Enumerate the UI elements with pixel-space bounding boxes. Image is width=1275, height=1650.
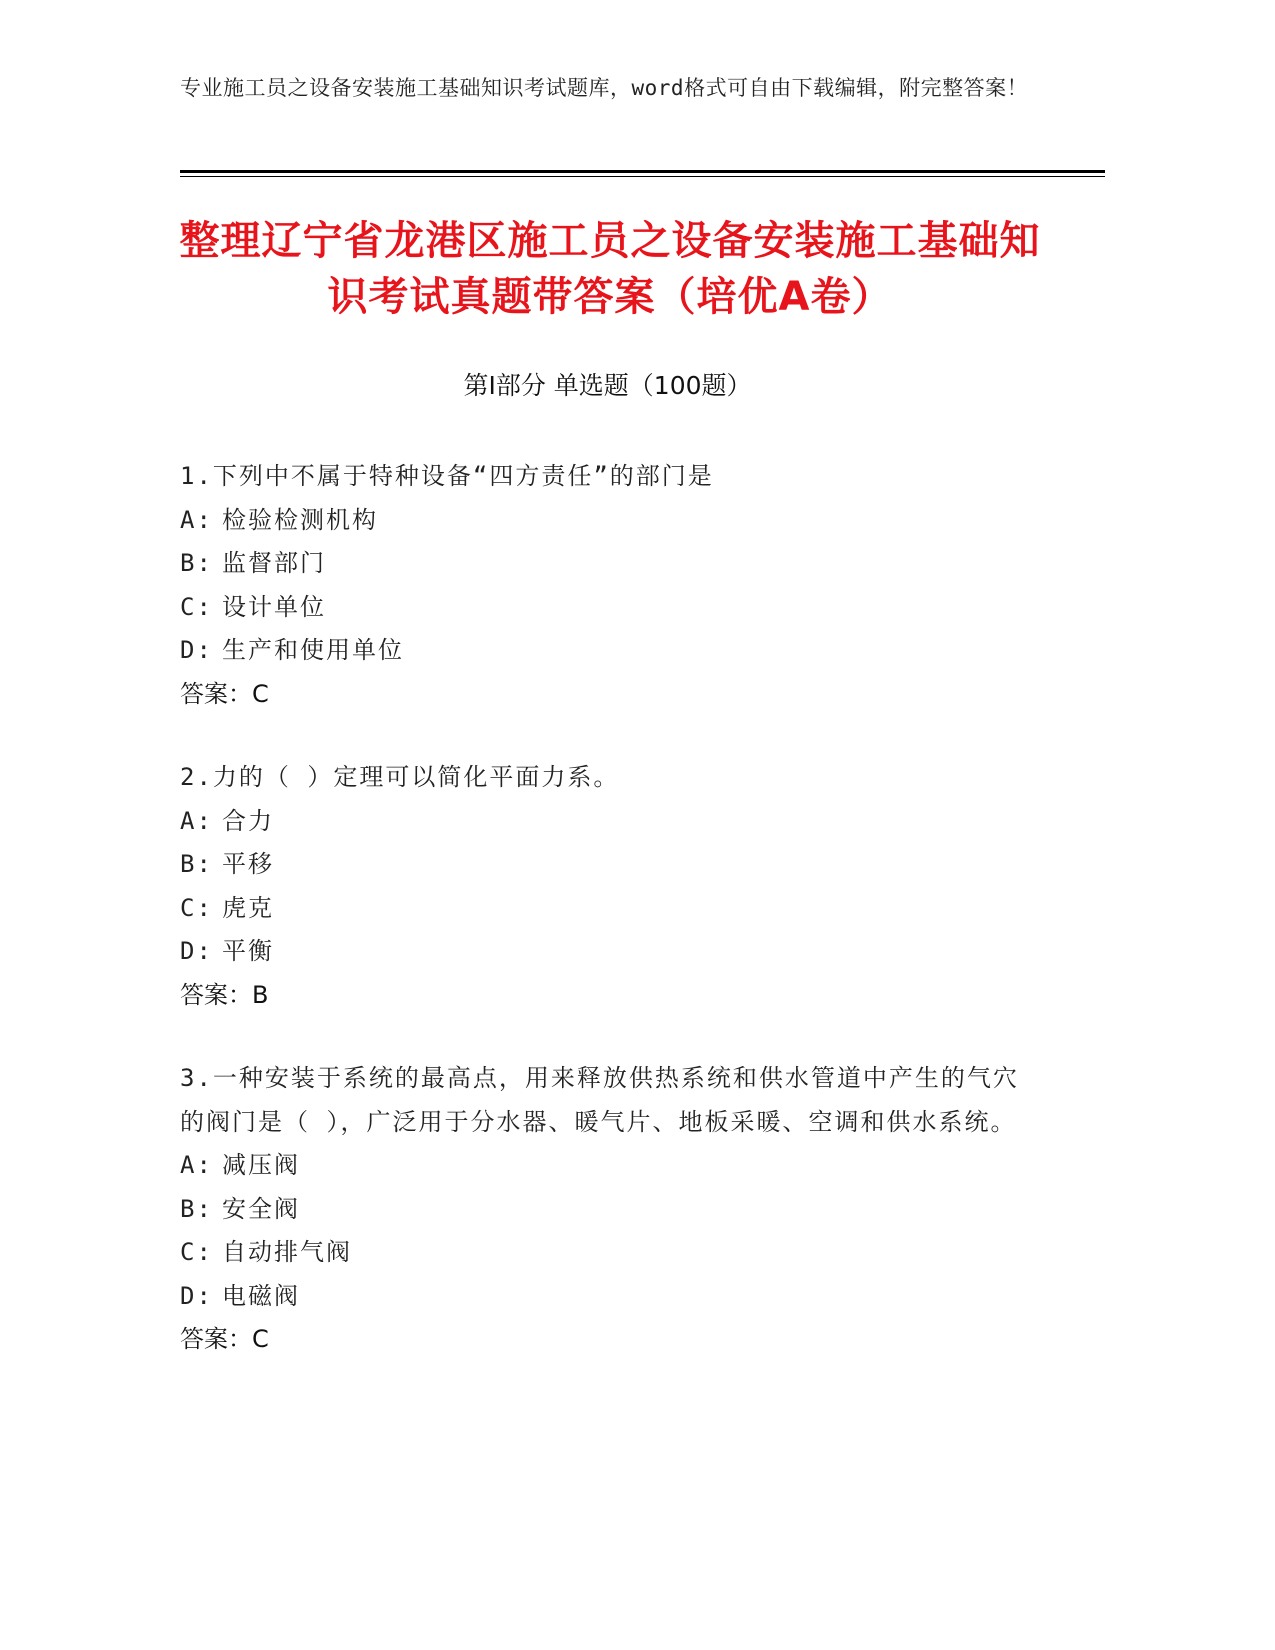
answer-label: 答案： xyxy=(180,679,252,708)
question-list xyxy=(180,455,1040,1402)
option-letter: D: xyxy=(180,1281,213,1310)
option-letter: B: xyxy=(180,850,213,878)
option-letter: A: xyxy=(180,505,213,534)
section-title: 第Ⅰ部分 单选题（100题） xyxy=(463,371,752,400)
option-d xyxy=(180,629,1040,673)
question-stem: 1.下列中不属于特种设备“四方责任”的部门是 xyxy=(180,462,714,490)
option-letter: C: xyxy=(180,1238,213,1266)
answer-value: C xyxy=(252,1325,269,1353)
option-text: 检验检测机构 xyxy=(222,505,378,534)
answer-value: B xyxy=(252,980,269,1009)
option-letter: C: xyxy=(180,592,213,621)
option-letter: A: xyxy=(180,806,213,835)
option-d xyxy=(180,930,1040,974)
option-c xyxy=(180,887,1040,931)
question-2 xyxy=(180,756,1040,1017)
option-text: 设计单位 xyxy=(222,592,326,621)
answer-label: 答案： xyxy=(180,980,252,1009)
answer-line xyxy=(180,673,1040,717)
option-b xyxy=(180,1188,1040,1232)
option-text: 虎克 xyxy=(222,893,274,922)
option-c xyxy=(180,586,1040,630)
answer-label: 答案： xyxy=(180,1325,252,1353)
option-letter: A: xyxy=(180,1151,213,1179)
option-b xyxy=(180,843,1040,887)
option-letter: B: xyxy=(180,1194,213,1223)
option-text: 减压阀 xyxy=(222,1151,300,1179)
question-stem: 2.力的（ ）定理可以简化平面力系。 xyxy=(180,763,620,791)
option-a xyxy=(180,499,1040,543)
answer-line xyxy=(180,974,1040,1018)
option-text: 电磁阀 xyxy=(222,1281,300,1310)
header-rule-thick xyxy=(180,170,1105,173)
question-1 xyxy=(180,455,1040,716)
header-note: 专业施工员之设备安装施工基础知识考试题库，word格式可自由下载编辑，附完整答案！ xyxy=(180,76,1029,100)
document-title: 整理辽宁省龙港区施工员之设备安装施工基础知识考试真题带答案（培优A卷） xyxy=(179,218,1041,320)
option-text: 安全阀 xyxy=(222,1194,300,1223)
option-text: 平衡 xyxy=(222,937,274,965)
option-text: 监督部门 xyxy=(222,549,326,577)
option-text: 平移 xyxy=(222,850,274,878)
option-a xyxy=(180,1144,1040,1188)
answer-line xyxy=(180,1318,1040,1362)
option-a xyxy=(180,800,1040,844)
option-text: 合力 xyxy=(222,806,274,835)
option-d xyxy=(180,1275,1040,1319)
option-text: 生产和使用单位 xyxy=(222,636,404,664)
option-text: 自动排气阀 xyxy=(222,1238,352,1266)
header-rule-thin xyxy=(180,176,1105,177)
answer-value: C xyxy=(252,679,269,708)
option-b xyxy=(180,542,1040,586)
option-c xyxy=(180,1231,1040,1275)
option-letter: C: xyxy=(180,893,213,922)
option-letter: D: xyxy=(180,937,213,965)
option-letter: D: xyxy=(180,636,213,664)
option-letter: B: xyxy=(180,549,213,577)
question-stem: 3.一种安装于系统的最高点，用来释放供热系统和供水管道中产生的气穴的阀门是（ ），广泛用于分水器、暖气片、地板采暖、空调和供水系统。 xyxy=(180,1064,1019,1136)
question-3 xyxy=(180,1057,1040,1362)
